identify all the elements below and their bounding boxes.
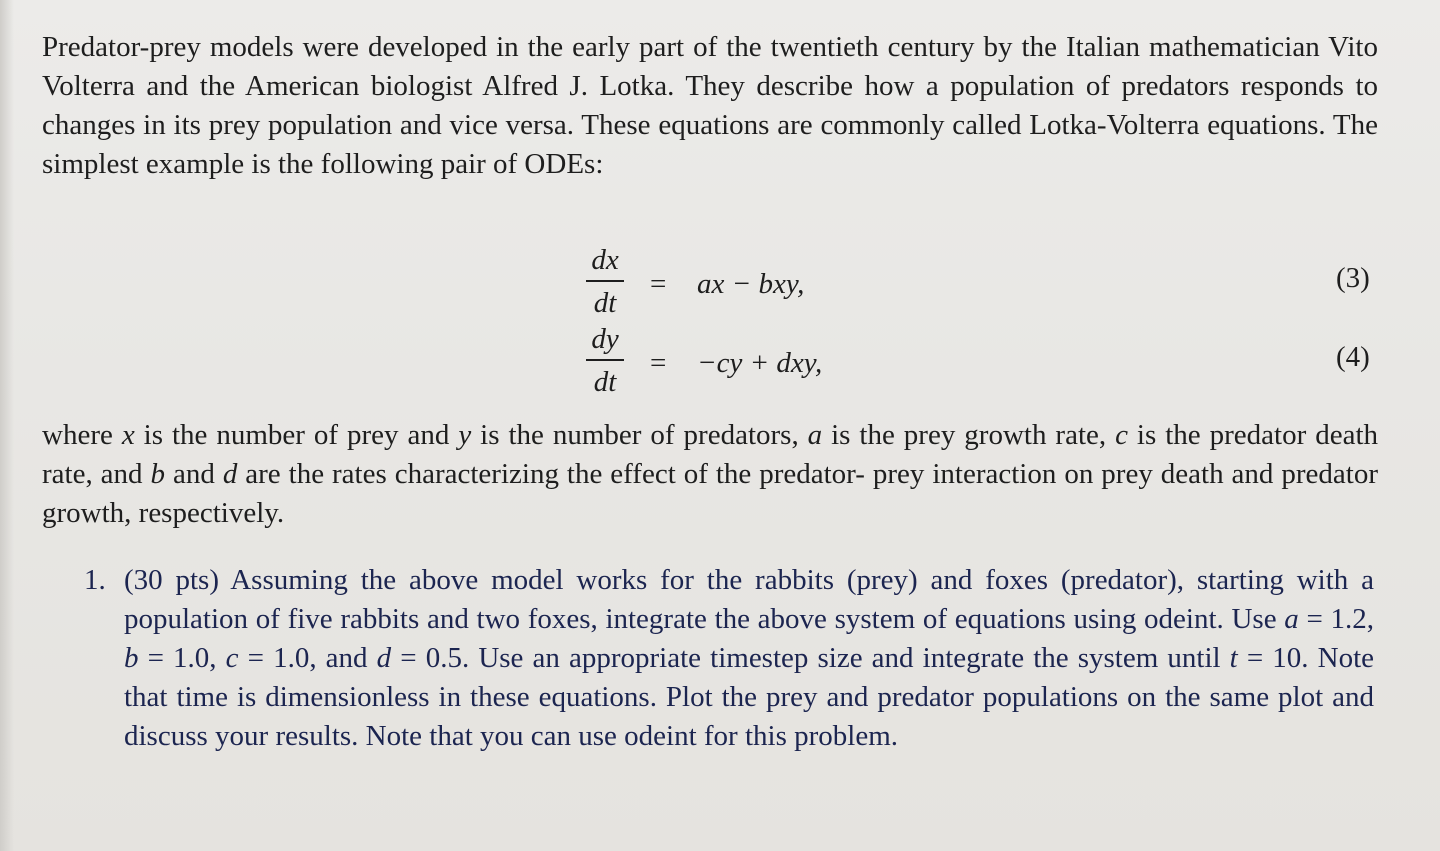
variable-d: d bbox=[376, 642, 392, 674]
equation-3-lhs-fraction bbox=[586, 243, 624, 320]
variable-x: x bbox=[121, 419, 135, 451]
definitions-text: is the number of predators, bbox=[471, 419, 808, 451]
problem-text: = 1.0, and bbox=[238, 642, 377, 674]
variable-c: c bbox=[225, 642, 239, 674]
equation-4-rhs: −cy + dxy, bbox=[697, 347, 823, 379]
definitions-text: is the number of prey and bbox=[134, 419, 459, 451]
definitions-text: where bbox=[42, 419, 122, 451]
problem-text: (30 pts) Assuming the above model works for the rabbits (prey) and foxes (predator), starting with a population of five rabbits and two foxes, integrate the above system of equations using odeint. Use bbox=[124, 564, 1374, 635]
intro-paragraph: Predator-prey models were developed in the early part of the twentieth century by the Italian mathematician Vito Volterra and the American biologist Alfred J. Lotka. They describe how a population of predators responds to changes in its prey population and vice versa. These equations are commonly called Lotka-Volterra equations. The simplest example is the following pair of ODEs: bbox=[42, 31, 1378, 180]
definitions-paragraph bbox=[42, 416, 1378, 533]
definitions-text: is the predator death rate, and bbox=[42, 419, 1379, 490]
variable-a: a bbox=[1284, 603, 1299, 635]
equation-3-number: (3) bbox=[1336, 262, 1370, 294]
variable-t: t bbox=[1229, 642, 1238, 674]
equation-3-numerator: dx bbox=[591, 244, 619, 276]
equation-3-rhs: ax − bxy, bbox=[697, 268, 805, 300]
equation-4-equals: = bbox=[650, 347, 667, 379]
equation-4-number: (4) bbox=[1336, 341, 1370, 373]
definitions-text: are the rates characterizing the effect of the predator- prey interaction on prey death and predator growth, respectively. bbox=[42, 458, 1378, 529]
variable-y: y bbox=[458, 419, 472, 451]
variable-c: c bbox=[1115, 419, 1128, 451]
problem-text: = 1.2, bbox=[1298, 603, 1374, 635]
problem-text: = 0.5. Use an appropriate timestep size and integrate the system until bbox=[391, 642, 1230, 674]
variable-b: b bbox=[150, 458, 166, 490]
equation-3-equals: = bbox=[650, 268, 667, 300]
fraction-bar bbox=[586, 359, 624, 361]
fraction-bar bbox=[586, 280, 624, 282]
problem-text: = 10. Note that time is dimensionless in these equations. Plot the prey and predator populations on the same plot and discuss your results. Note that you can use odeint for this problem. bbox=[124, 642, 1374, 752]
equation-3-denominator: dt bbox=[593, 287, 617, 319]
problem-number: 1. bbox=[84, 564, 106, 596]
problem-text: = 1.0, bbox=[138, 642, 226, 674]
definitions-text: is the prey growth rate, bbox=[822, 419, 1116, 451]
equation-4-numerator: dy bbox=[591, 323, 619, 355]
page-edge-shadow bbox=[0, 0, 14, 851]
variable-a: a bbox=[807, 419, 823, 451]
equation-4-denominator: dt bbox=[593, 366, 617, 398]
definitions-text: and bbox=[165, 458, 223, 490]
problem-statement bbox=[124, 561, 1374, 756]
variable-b: b bbox=[124, 642, 139, 674]
variable-d: d bbox=[222, 458, 238, 490]
equation-4-lhs-fraction bbox=[586, 322, 624, 399]
